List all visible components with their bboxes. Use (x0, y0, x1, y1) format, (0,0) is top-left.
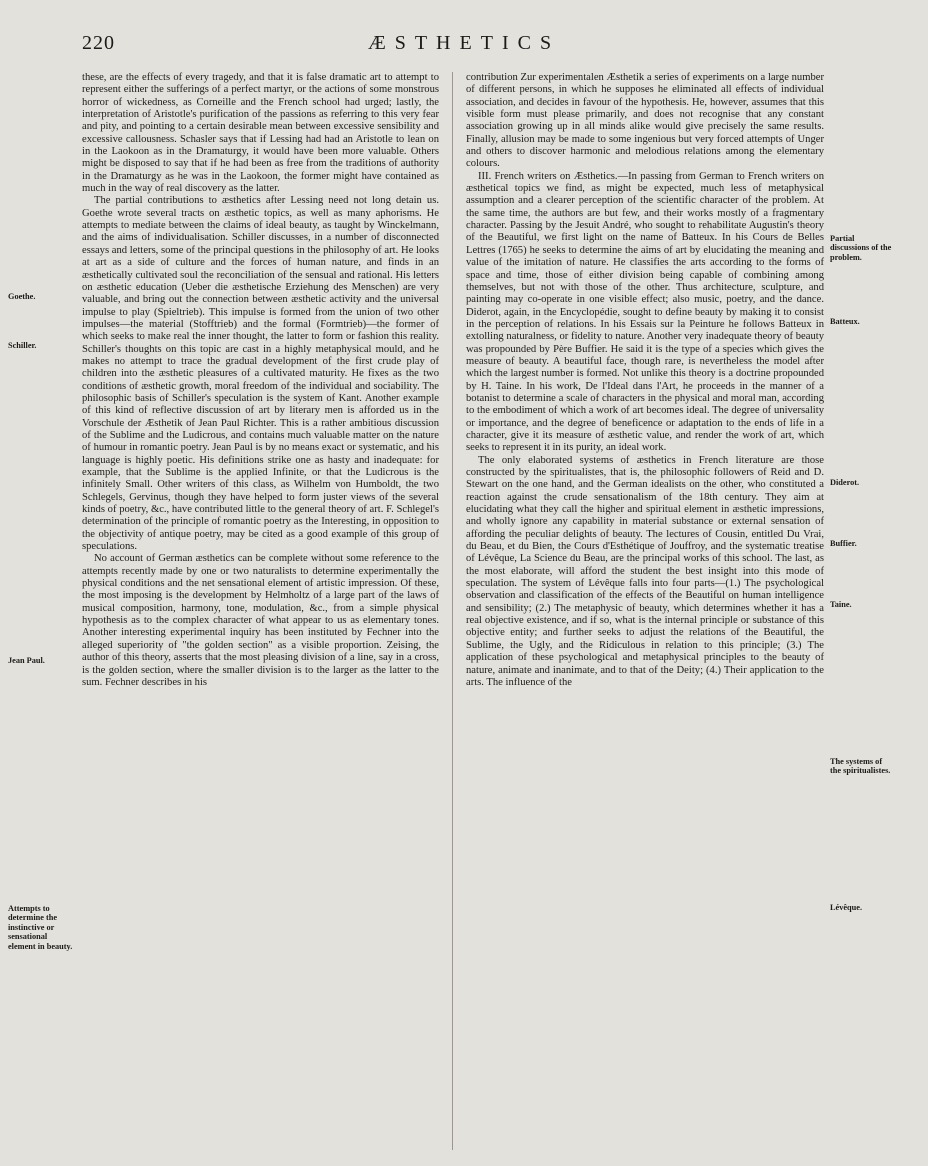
column-divider (452, 72, 453, 1150)
right-column (466, 72, 824, 689)
side-note-schiller: Schiller. (8, 341, 37, 350)
side-note-attempts: Attempts to determine the instinctive or sensational element in beauty. (8, 904, 73, 951)
side-note-taine: Taine. (830, 600, 852, 609)
page-number: 220 (82, 32, 115, 54)
paragraph: The partial contributions to æsthetics after Lessing need not long detain us. Goethe wrote several tracts on æsthetic topics, as well as many aphorisms. He attempts to mediate between the claims of ideal beauty, as taught by Winckelmann, and the aims of individualisation. Schiller discusses, in a number of disconnected essays and letters, some of the principal questions in the philosophy of art. He looks at art as a side of culture and the forces of human nature, and finds in an æsthetically cultivated soul the reconciliation of the sensual and rational. His letters on æsthetic education (Ueber die æsthetische Erziehung des Menschen) are very valuable, and bring out the connection between æsthetic activity and the universal impulse to play (Spieltrieb). This impulse is formed from the union of two other impulses—the material (Stofftrieb) and the formal (Formtrieb)—the former of which seeks to make real the inner thought, the latter to form or fashion this reality. Schiller's thoughts on this topic are cast in a highly metaphysical mould, and he makes no attempt to trace the gradual development of the first crude play of children into the æsthetic pleasures of a cultivated maturity. He fixes as the two conditions of æsthetic growth, moral freedom of the individual and sociability. The philosophic basis of Schiller's speculation is the system of Kant. Another example of this kind of reflective discussion of art by literary men is afforded us in the Vorschule der Æsthetik of Jean Paul Richter. This is a rather ambitious discussion of the Sublime and the Ludicrous, and contains much valuable matter on the nature of humour in romantic poetry. Jean Paul is by no means exact or systematic, and his language is highly poetic. His definitions strike one as hasty and inadequate: for example, that the Sublime is the applied Infinite, or that the Ludicrous is the infinitely Small. Other writers of this class, as Wilhelm von Humboldt, the two Schlegels, Gervinus, though they have helped to form juster views of the several kinds of poetry, &c., have contributed little to the general theory of art. F. Schlegel's determination of the principle of romantic poetry as the Interesting, in opposition to the objectivity of antique poetry, may be cited as a good example of this group of speculations. (82, 195, 439, 553)
paragraph: contribution Zur experimentalen Æsthetik a series of experiments on a large number of different persons, in which he supposes he eliminated all effects of individual association, and decides in favour of the hypothesis. He, however, assumes that this visible form must please primarily, and does not recognise that any constant association growing up in all minds alike would give precisely the same results. Finally, allusion may be made to some ingenious but very forced attempts of Unger and others to discover harmonic and melodious relations among the elementary colours. (466, 72, 824, 170)
running-title: ÆSTHETICS (367, 32, 561, 54)
side-note-diderot: Diderot. (830, 478, 860, 487)
paragraph: The only elaborated systems of æsthetics in French literature are those constructed by the spiritualistes, that is, the philosophic followers of Reid and D. Stewart on the one hand, and the German idealists on the other, who constituted a reaction against the crude sensationalism of the 18th century. They aim at elucidating what they call the higher and spiritual element in æsthetic impressions, and wholly ignore any capability in material substance or external sensation of affording the peculiar delights of beauty. The lectures of Cousin, entitled Du Vrai, du Beau, et du Bien, the Cours d'Esthétique of Jouffroy, and the systematic treatise of Lévêque, La Science du Beau, are the principal works of this school. The last, as the most elaborate, will afford the student the best insight into this mode of speculation. The system of Lévêque falls into four parts—(1.) The psychological observation and classification of the effects of the Beautiful on human intelligence and sensibility; (2.) The metaphysic of beauty, which determines whether it has a real objective existence, and if so, what is the internal principle or substance of this objective entity; and further seeks to adjust the relations of the Beautiful, the Sublime, the Ugly, and the Ridiculous in relation to this principle; (3.) The application of these psychological and metaphysical principles to the beauty of nature, animate and inanimate, and to that of the Deity; (4.) Their application to the arts. The influence of the (466, 454, 824, 688)
side-note-partial: Partial discussions of the problem. (830, 234, 892, 262)
paragraph: No account of German æsthetics can be complete without some reference to the attempts recently made by one or two naturalists to determine experimentally the physical conditions and the net sensational element of artistic impression. Of these, the most imposing is the development by Helmholtz of a large part of the laws of musical composition, harmony, tone, modulation, &c., from a simple physical hypothesis as to the complex character of what appear to us as elementary tones. Another interesting experimental inquiry has been instituted by Fechner into the alleged superiority of "the golden section" as a visible proportion. Zeising, the author of this theory, asserts that the most pleasing division of a line, say in a cross, is the golden section, where the smaller division is to the larger as the latter to the sum. Fechner describes in his (82, 553, 439, 688)
side-note-goethe: Goethe. (8, 292, 36, 301)
left-column (82, 72, 439, 689)
side-note-spiritualistes: The systems of the spiritualistes. (830, 757, 891, 776)
side-note-batteux: Batteux. (830, 317, 860, 326)
side-note-buffier: Buffier. (830, 539, 857, 548)
side-note-jean-paul: Jean Paul. (8, 656, 45, 665)
paragraph: III. French writers on Æsthetics.—In passing from German to French writers on æsthetical topics we find, as might be expected, much less of metaphysical assumption and a clearer perception of the scientific character of the problem. At the same time, the authors are but few, and their works mostly of a fragmentary character. Passing by the Jesuit André, who sought to rehabilitate Augustin's theory of the Beautiful, we first light on the name of Batteux. In his Cours de Belles Lettres (1765) he seeks to determine the aims of art by elucidating the meaning and value of the imitation of nature. He classifies the arts according to the forms of space and time, those of either division being capable of combining among themselves, but not with those of the other. Thus architecture, sculpture, and painting may co-operate in one visible effect; also music, poetry, and the dance. Diderot, again, in the Encyclopédie, sought to define beauty by making it to consist in the perception of relations. In his Essais sur la Peinture he follows Batteux in extolling naturalness, or fidelity to nature. Another very inadequate theory of beauty was propounded by Père Buffier. He said it is the type of a species which gives the measure of beauty. A beautiful face, though rare, is nevertheless the model after which the largest number is formed. Not unlike this theory is a doctrine propounded by H. Taine. In his work, De l'Ideal dans l'Art, he proceeds in the manner of a botanist to determine a scale of characters in the physical and moral man, according to the embodiment of which a work of art becomes ideal. The degree of universality or importance, and the degree of beneficence or adaptation to the ends of life in a character, give it its measure of æsthetic value, and render the work of art, which seeks to represent it in its purity, an ideal work. (466, 170, 824, 454)
side-note-leveque: Lévêque. (830, 903, 863, 912)
paragraph: these, are the effects of every tragedy, and that it is false dramatic art to attempt to represent either the sufferings of a perfect martyr, or the actions of some monstrous horror of wickedness, as Corneille and the French school had urged; lastly, the interpretation of Aristotle's purification of the passions as referring to this very fear and pity, and pointing to a certain desirable mean between excessive sensibility and excessive callousness. Schasler says that if Lessing had had an Aristotle to lean on in the Laokoon as in the Dramaturgy, it would have been more valuable. Others might be disposed to say that if he had been as free from the traditions of authority in the Dramaturgy as he was in the Laokoon, the former might have contained as much in the way of real discovery as the latter. (82, 72, 439, 195)
